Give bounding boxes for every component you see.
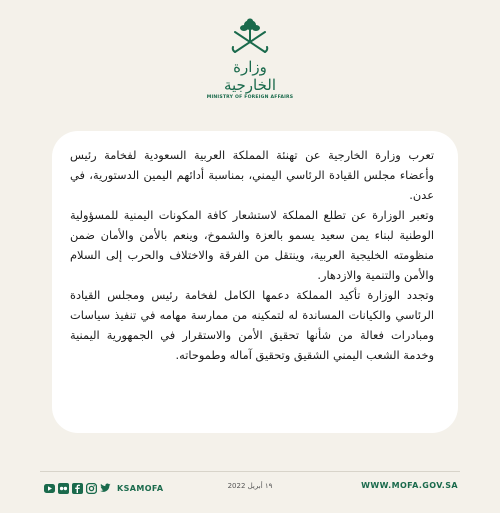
website-link[interactable]: WWW.MOFA.GOV.SA [361, 481, 458, 490]
ministry-name-english: MINISTRY OF FOREIGN AFFAIRS [206, 95, 294, 100]
social-handle[interactable]: KSAMOFA [117, 483, 164, 493]
statement-date: ١٩ أبريل 2022 [227, 482, 273, 490]
ministry-name-arabic: وزارة الخارجية [223, 58, 277, 94]
statement-paragraph-3: وتجدد الوزارة تأكيد المملكة دعمها الكامل لفخامة رئيس ومجلس القيادة الرئاسي والكيانات المساندة له لتمكينه من ممارسة مهامه في تنفيذ سياسات ومبادرات فعالة من شأنها تحقيق الأمن والاستقرار في الجمهورية اليمنية وخدمة الشعب اليمني الشقيق وتحقيق آماله وطموحاته. [70, 288, 434, 362]
footer-divider [40, 471, 460, 472]
statement-paragraph-2: وتعبر الوزارة عن تطلع المملكة لاستشعار كافة المكونات اليمنية للمسؤولية الوطنية لبناء يمن سعيد يسمو بالعزة والشموخ، وينعم بالأمن والأمان ضمن منظومته الخليجية العربية، وينتقل من الفرقة والاختلاف والحرب إلى السلام والأمن والتنمية والازدهار. [70, 208, 434, 282]
ministry-logo [205, 18, 295, 108]
statement-card [52, 131, 458, 433]
saudi-emblem-icon [231, 18, 269, 58]
footer [0, 471, 500, 501]
statement-paragraph-1: تعرب وزارة الخارجية عن تهنئة المملكة العربية السعودية لفخامة رئيس وأعضاء مجلس القيادة الرئاسي اليمني، بمناسبة أدائهم اليمين الدستورية، في عدن. [70, 148, 434, 202]
